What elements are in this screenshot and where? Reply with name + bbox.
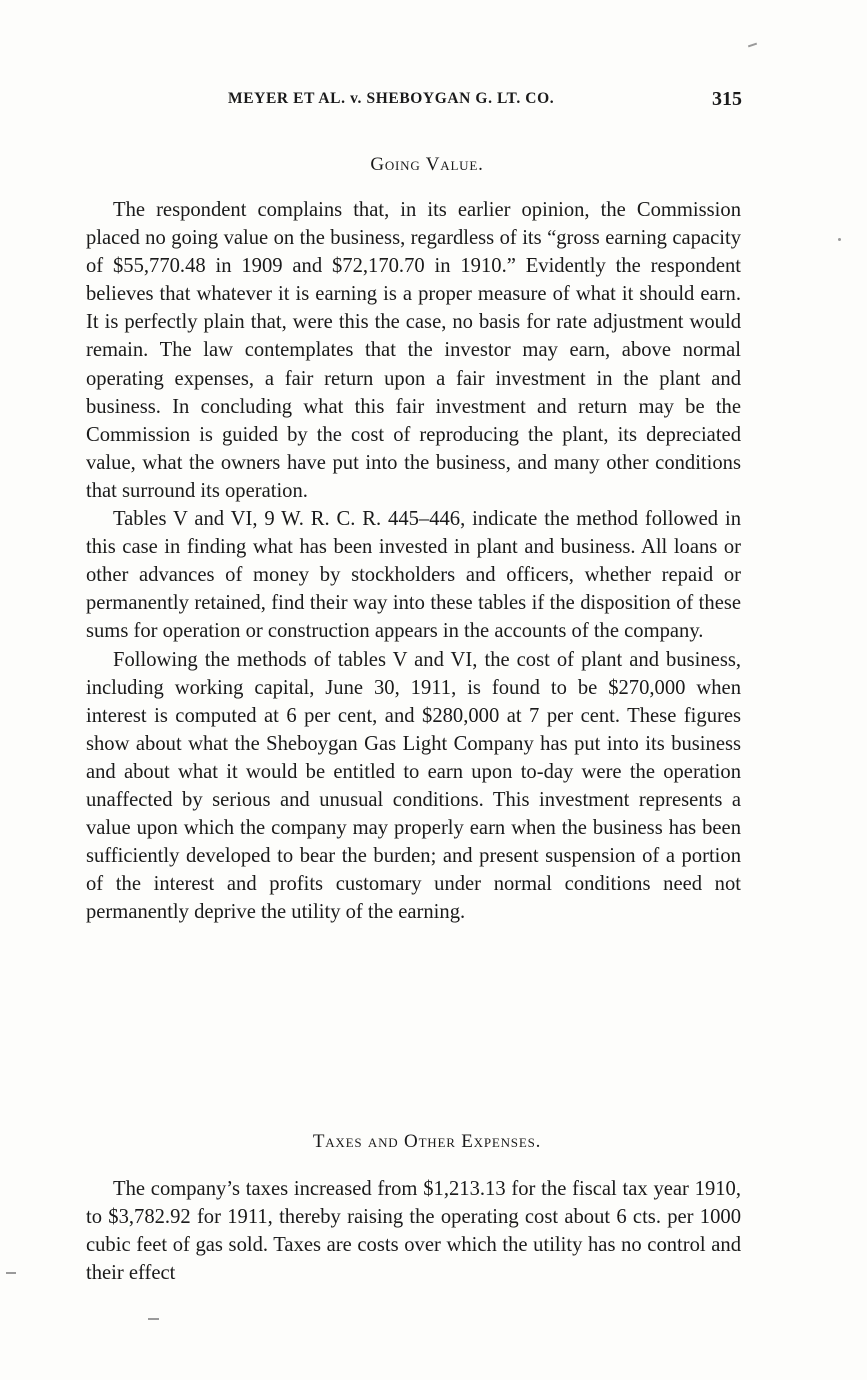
section-heading-going-value: Going Value.	[370, 154, 484, 175]
paragraph: Following the methods of tables V and VI, the cost of plant and business, including working capital, June 30, 1911, is found to be $270,000 when interest is computed at 6 per cent, and $280,000 at 7 per cent. These figures show about what the Sheboygan Gas Light Company has put into its business and about what it would be entitled to earn upon to-day were the operation unaffected by serious and unusual conditions. This investment represents a value upon which the company may properly earn when the business has been sufficiently developed to bear the burden; and present suspension of a portion of the interest and profits customary under normal conditions need not permanently deprive the utility of the earning.	[86, 648, 741, 924]
page-number: 315	[712, 88, 742, 110]
scan-mark	[838, 238, 841, 241]
paragraph: The respondent complains that, in its earlier opinion, the Commission placed no going value on the business, regardless of its “gross earning capacity of $55,770.48 in 1909 and $72,170.70 in 1910.” Evidently the respondent believes that whatever it is earning is a proper measure of what it should earn. It is perfectly plain that, were this the case, no basis for rate adjustment would remain. The law contemplates that the investor may earn, above normal operating expenses, a fair return upon a fair investment in the plant and business. In concluding what this fair investment and return may be the Commission is guided by the cost of reproducing the plant, its depreciated value, what the owners have put into the business, and many other conditions that surround its operation.	[86, 199, 741, 502]
paragraph: The company’s taxes increased from $1,213.13 for the fiscal tax year 1910, to $3,782.92 for 1911, thereby raising the operating cost about 6 cts. per 1000 cubic feet of gas sold. Taxes are costs over which the utility has no control and their effect	[86, 1178, 741, 1285]
running-head-title: MEYER ET AL. v. SHEBOYGAN G. LT. CO.	[228, 90, 555, 107]
scan-mark	[148, 1318, 159, 1320]
scan-mark	[6, 1272, 16, 1274]
section-body-going-value	[86, 196, 741, 926]
running-head	[112, 88, 742, 118]
scan-mark	[748, 43, 757, 48]
paragraph: Tables V and VI, 9 W. R. C. R. 445–446, indicate the method followed in this case in finding what has been invested in plant and business. All loans or other advances of money by stockholders and officers, whether repaid or permanently retained, find their way into these tables if the disposition of these sums for operation or construction appears in the accounts of the company.	[86, 508, 741, 643]
section-heading-taxes: Taxes and Other Expenses.	[312, 1131, 542, 1152]
section-body-taxes	[86, 1175, 741, 1287]
